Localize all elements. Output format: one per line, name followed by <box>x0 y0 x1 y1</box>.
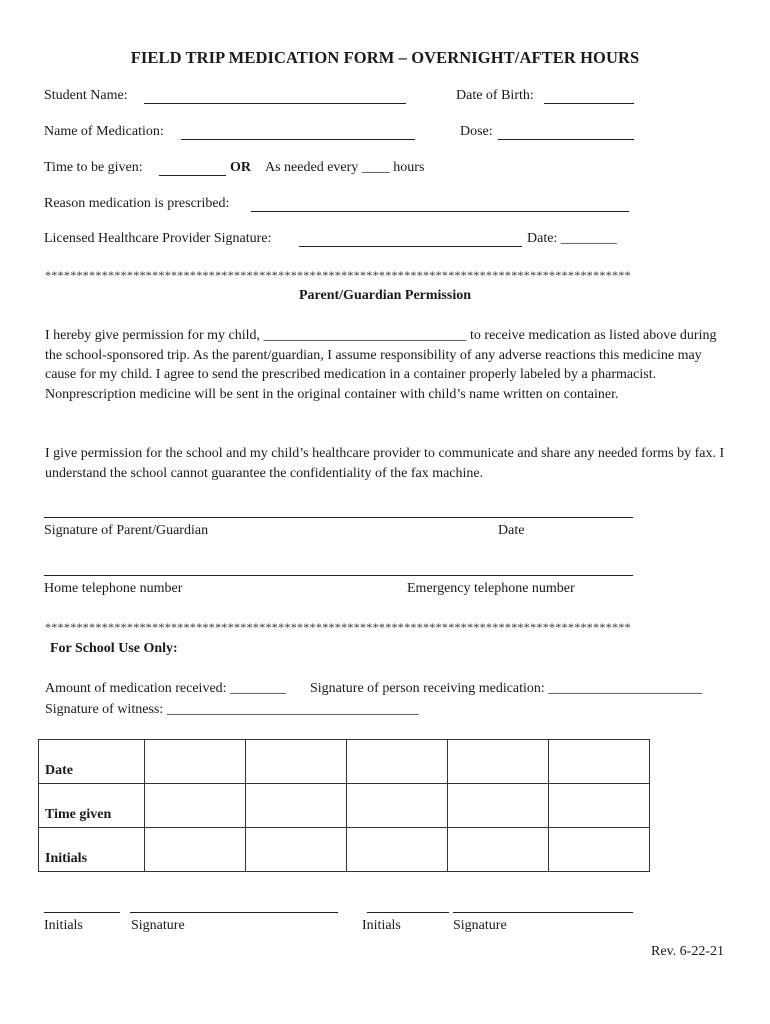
student-name-label: Student Name: <box>44 88 128 103</box>
phone-line[interactable] <box>44 575 633 576</box>
emergency-phone-label: Emergency telephone number <box>407 581 575 596</box>
log-cell[interactable] <box>347 740 448 784</box>
signature-line-1[interactable] <box>130 912 338 913</box>
log-cell[interactable] <box>347 828 448 872</box>
provider-date-label: Date: ________ <box>527 231 617 246</box>
initials-line-1[interactable] <box>44 912 120 913</box>
dob-label: Date of Birth: <box>456 88 534 103</box>
parent-signature-label: Signature of Parent/Guardian <box>44 523 209 538</box>
revision-label: Rev. 6-22-21 <box>651 944 724 959</box>
receiver-signature-label: Signature of person receiving medication: ______________________ <box>310 681 703 696</box>
parent-date-label: Date <box>498 523 525 538</box>
separator-1: ********************************************************************************************* <box>45 268 631 282</box>
log-cell[interactable] <box>347 784 448 828</box>
log-cell[interactable] <box>145 828 246 872</box>
provider-signature-label: Licensed Healthcare Provider Signature: <box>44 231 272 246</box>
dose-label: Dose: <box>460 124 493 139</box>
parent-signature-line[interactable] <box>44 517 633 518</box>
permission-text-a: I hereby give permission for my child, <box>45 328 264 343</box>
permission-paragraph <box>45 326 735 404</box>
row-label-initials: Initials <box>39 828 145 872</box>
signature-label-2: Signature <box>453 918 507 933</box>
log-cell[interactable] <box>448 828 549 872</box>
log-cell[interactable] <box>448 740 549 784</box>
time-given-label: Time to be given: <box>44 160 143 175</box>
log-cell[interactable] <box>549 828 650 872</box>
log-cell[interactable] <box>246 784 347 828</box>
initials-line-2[interactable] <box>367 912 449 913</box>
initials-label-2: Initials <box>362 918 401 933</box>
log-cell[interactable] <box>145 784 246 828</box>
home-phone-label: Home telephone number <box>44 581 183 596</box>
reason-label: Reason medication is prescribed: <box>44 196 230 211</box>
student-name-field[interactable] <box>144 103 406 104</box>
log-cell[interactable] <box>549 784 650 828</box>
time-given-field[interactable] <box>159 175 226 176</box>
dob-field[interactable] <box>544 103 634 104</box>
separator-2: ********************************************************************************************* <box>45 620 631 634</box>
row-label-date: Date <box>39 740 145 784</box>
witness-signature-label: Signature of witness: ____________________________________ <box>45 702 419 717</box>
log-cell[interactable] <box>549 740 650 784</box>
as-needed-label: As needed every ____ hours <box>265 160 425 175</box>
child-name-blank[interactable]: _____________________________ <box>263 328 467 343</box>
medication-label: Name of Medication: <box>44 124 164 139</box>
provider-signature-field[interactable] <box>299 246 522 247</box>
log-cell[interactable] <box>145 740 246 784</box>
signature-line-2[interactable] <box>453 912 633 913</box>
table-row <box>39 740 650 784</box>
medication-log-table <box>38 739 650 872</box>
log-cell[interactable] <box>246 828 347 872</box>
row-label-time-given: Time given <box>39 784 145 828</box>
medication-field[interactable] <box>181 139 415 140</box>
table-row <box>39 784 650 828</box>
fax-paragraph: I give permission for the school and my child’s healthcare provider to communicate and share any needed forms by fax. I understand the school cannot guarantee the confidentiality of the fax machine. <box>45 446 725 481</box>
reason-field[interactable] <box>251 211 629 212</box>
permission-text-b: to receive medication as listed above during the school-sponsored trip. As the parent/guardian, I assume responsibility of any adverse reactions this medicine may cause for my child. I agree to send the prescribed medication in a container properly labeled by a pharmacist. Nonprescription medicine will be sent in the original container with child’s name written on container. <box>45 328 717 402</box>
parent-permission-heading: Parent/Guardian Permission <box>298 288 472 303</box>
initials-label-1: Initials <box>44 918 83 933</box>
amount-received-label: Amount of medication received: ________ <box>45 681 287 696</box>
log-cell[interactable] <box>448 784 549 828</box>
form-title: FIELD TRIP MEDICATION FORM – OVERNIGHT/AFTER HOURS <box>130 48 640 67</box>
log-cell[interactable] <box>246 740 347 784</box>
signature-label-1: Signature <box>131 918 185 933</box>
or-label: OR <box>230 160 251 175</box>
table-row <box>39 828 650 872</box>
dose-field[interactable] <box>498 139 634 140</box>
school-use-heading: For School Use Only: <box>50 641 178 656</box>
